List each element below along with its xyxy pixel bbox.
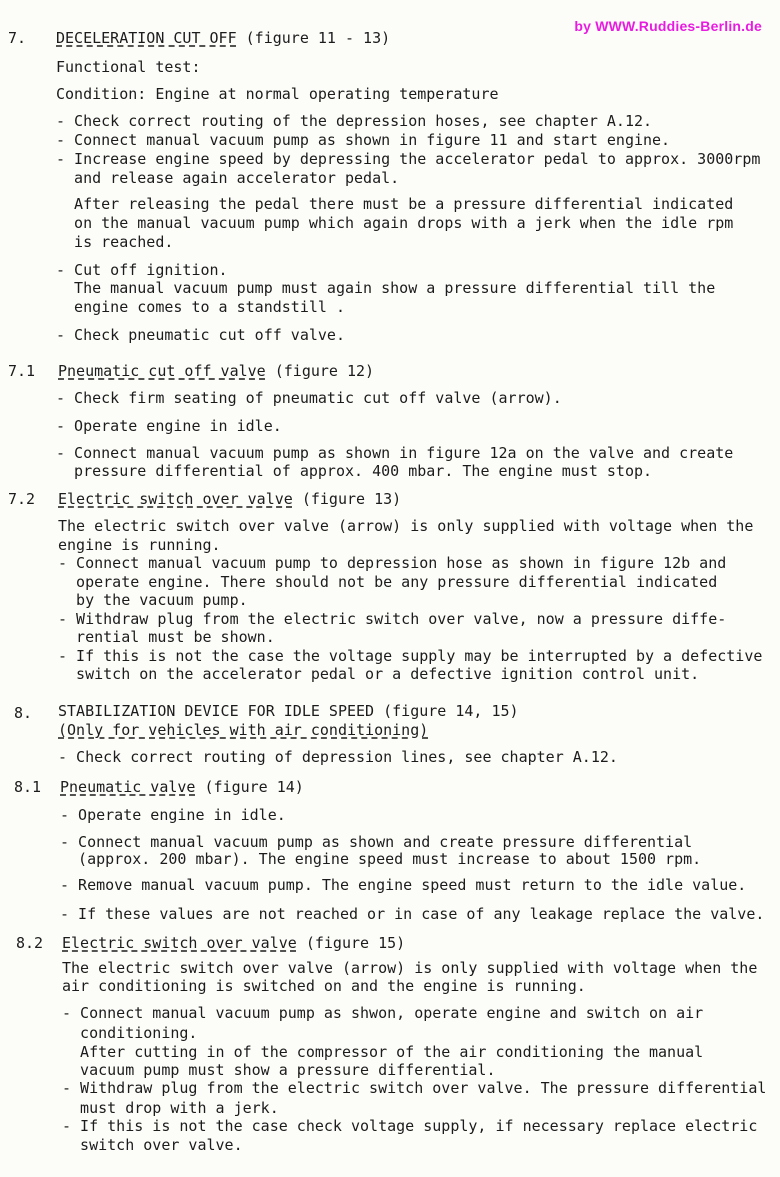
section-8-2-line: The electric switch over valve (arrow) is only supplied with voltage when the <box>62 959 758 977</box>
section-7-2-number: 7.2 <box>8 490 36 508</box>
section-7-line: is reached. <box>56 233 174 251</box>
section-8-1-line: - Remove manual vacuum pump. The engine speed must return to the idle value. <box>60 876 747 894</box>
section-7-line: Condition: Engine at normal operating temperature <box>56 85 499 103</box>
section-8-2-line: vacuum pump must show a pressure differential. <box>62 1061 496 1079</box>
section-7-line: engine comes to a standstill . <box>56 298 345 316</box>
section-7-1-line: - Check firm seating of pneumatic cut off valve (arrow). <box>56 389 562 407</box>
section-8-2-line: After cutting in of the compressor of the air conditioning the manual <box>62 1043 704 1061</box>
section-7-1-title: Pneumatic cut off valve <box>58 362 266 380</box>
section-7-1-line: - Connect manual vacuum pump as shown in figure 12a on the valve and create <box>56 444 734 462</box>
section-7-1-line: - Operate engine in idle. <box>56 417 282 435</box>
section-8-2-line: air conditioning is switched on and the engine is running. <box>62 977 586 995</box>
section-7-2-line: - Withdraw plug from the electric switch over valve, now a pressure diffe- <box>58 610 727 628</box>
section-7-heading <box>56 29 390 47</box>
section-7-2-heading <box>58 490 401 508</box>
section-7-line: - Check pneumatic cut off valve. <box>56 326 345 344</box>
section-7-title: DECELERATION CUT OFF <box>56 29 237 47</box>
section-8-line: - Check correct routing of depression lines, see chapter A.12. <box>58 748 618 766</box>
section-8-1-line: - Connect manual vacuum pump as shown and create pressure differential <box>60 833 693 851</box>
section-7-ref: (figure 11 - 13) <box>236 29 391 47</box>
section-8-2-title: Electric switch over valve <box>62 934 297 952</box>
section-7-2-title: Electric switch over valve <box>58 490 293 508</box>
section-8-subtitle: (Only for vehicles with air conditioning) <box>58 721 429 739</box>
section-8-1-line: - Operate engine in idle. <box>60 806 286 824</box>
section-8-2-line: - If this is not the case check voltage supply, if necessary replace electric <box>62 1117 758 1135</box>
section-7-2-line: rential must be shown. <box>58 628 275 646</box>
section-7-1-ref: (figure 12) <box>265 362 375 380</box>
section-8-2-number: 8.2 <box>16 934 44 952</box>
section-8-1-line: - If these values are not reached or in case of any leakage replace the valve. <box>60 905 765 923</box>
section-7-1-line: pressure differential of approx. 400 mbar. The engine must stop. <box>56 462 653 480</box>
section-7-line: on the manual vacuum pump which again drops with a jerk when the idle rpm <box>56 214 734 232</box>
section-7-1-heading <box>58 362 374 380</box>
section-8-2-heading <box>62 934 405 952</box>
section-7-2-line: by the vacuum pump. <box>58 591 248 609</box>
section-7-line: - Cut off ignition. <box>56 261 228 279</box>
section-7-line: The manual vacuum pump must again show a pressure differential till the <box>56 279 716 297</box>
section-7-line: After releasing the pedal there must be a pressure differential indicated <box>56 195 734 213</box>
section-8-2-line: switch over valve. <box>62 1136 243 1154</box>
section-7-line: and release again accelerator pedal. <box>56 169 400 187</box>
section-7-line: - Increase engine speed by depressing the accelerator pedal to approx. 3000rpm <box>56 150 761 168</box>
section-8-2-ref: (figure 15) <box>296 934 406 952</box>
section-8-2-line: - Withdraw plug from the electric switch over valve. The pressure differential <box>62 1079 767 1097</box>
section-8-1-heading <box>60 778 304 796</box>
section-8-2-line: must drop with a jerk. <box>62 1099 279 1117</box>
section-8-title: STABILIZATION DEVICE FOR IDLE SPEED (figure 14, 15) <box>58 702 519 720</box>
section-7-number: 7. <box>8 29 27 47</box>
section-7-2-ref: (figure 13) <box>292 490 402 508</box>
section-7-line: - Check correct routing of the depression hoses, see chapter A.12. <box>56 112 653 130</box>
section-7-line: - Connect manual vacuum pump as shown in figure 11 and start engine. <box>56 131 671 149</box>
section-8-1-number: 8.1 <box>14 778 42 796</box>
section-8-1-ref: (figure 14) <box>195 778 304 796</box>
section-7-1-number: 7.1 <box>8 362 36 380</box>
section-7-2-line: switch on the accelerator pedal or a defective ignition control unit. <box>58 665 700 683</box>
section-8-1-line: (approx. 200 mbar). The engine speed must increase to about 1500 rpm. <box>60 850 702 868</box>
section-7-2-line: - If this is not the case the voltage supply may be interrupted by a defective <box>58 647 763 665</box>
watermark: by WWW.Ruddies-Berlin.de <box>574 18 762 34</box>
section-7-2-line: - Connect manual vacuum pump to depression hose as shown in figure 12b and <box>58 554 727 572</box>
section-7-2-line: operate engine. There should not be any pressure differential indicated <box>58 573 718 591</box>
section-8-2-line: - Connect manual vacuum pump as shwon, operate engine and switch on air <box>62 1004 704 1022</box>
section-7-line: Functional test: <box>56 58 201 76</box>
section-8-2-line: conditioning. <box>62 1024 198 1042</box>
section-7-2-line: The electric switch over valve (arrow) is only supplied with voltage when the <box>58 517 754 535</box>
section-7-2-line: engine is running. <box>58 536 221 554</box>
section-8-1-title: Pneumatic valve <box>60 778 196 796</box>
section-8-number: 8. <box>14 704 33 722</box>
